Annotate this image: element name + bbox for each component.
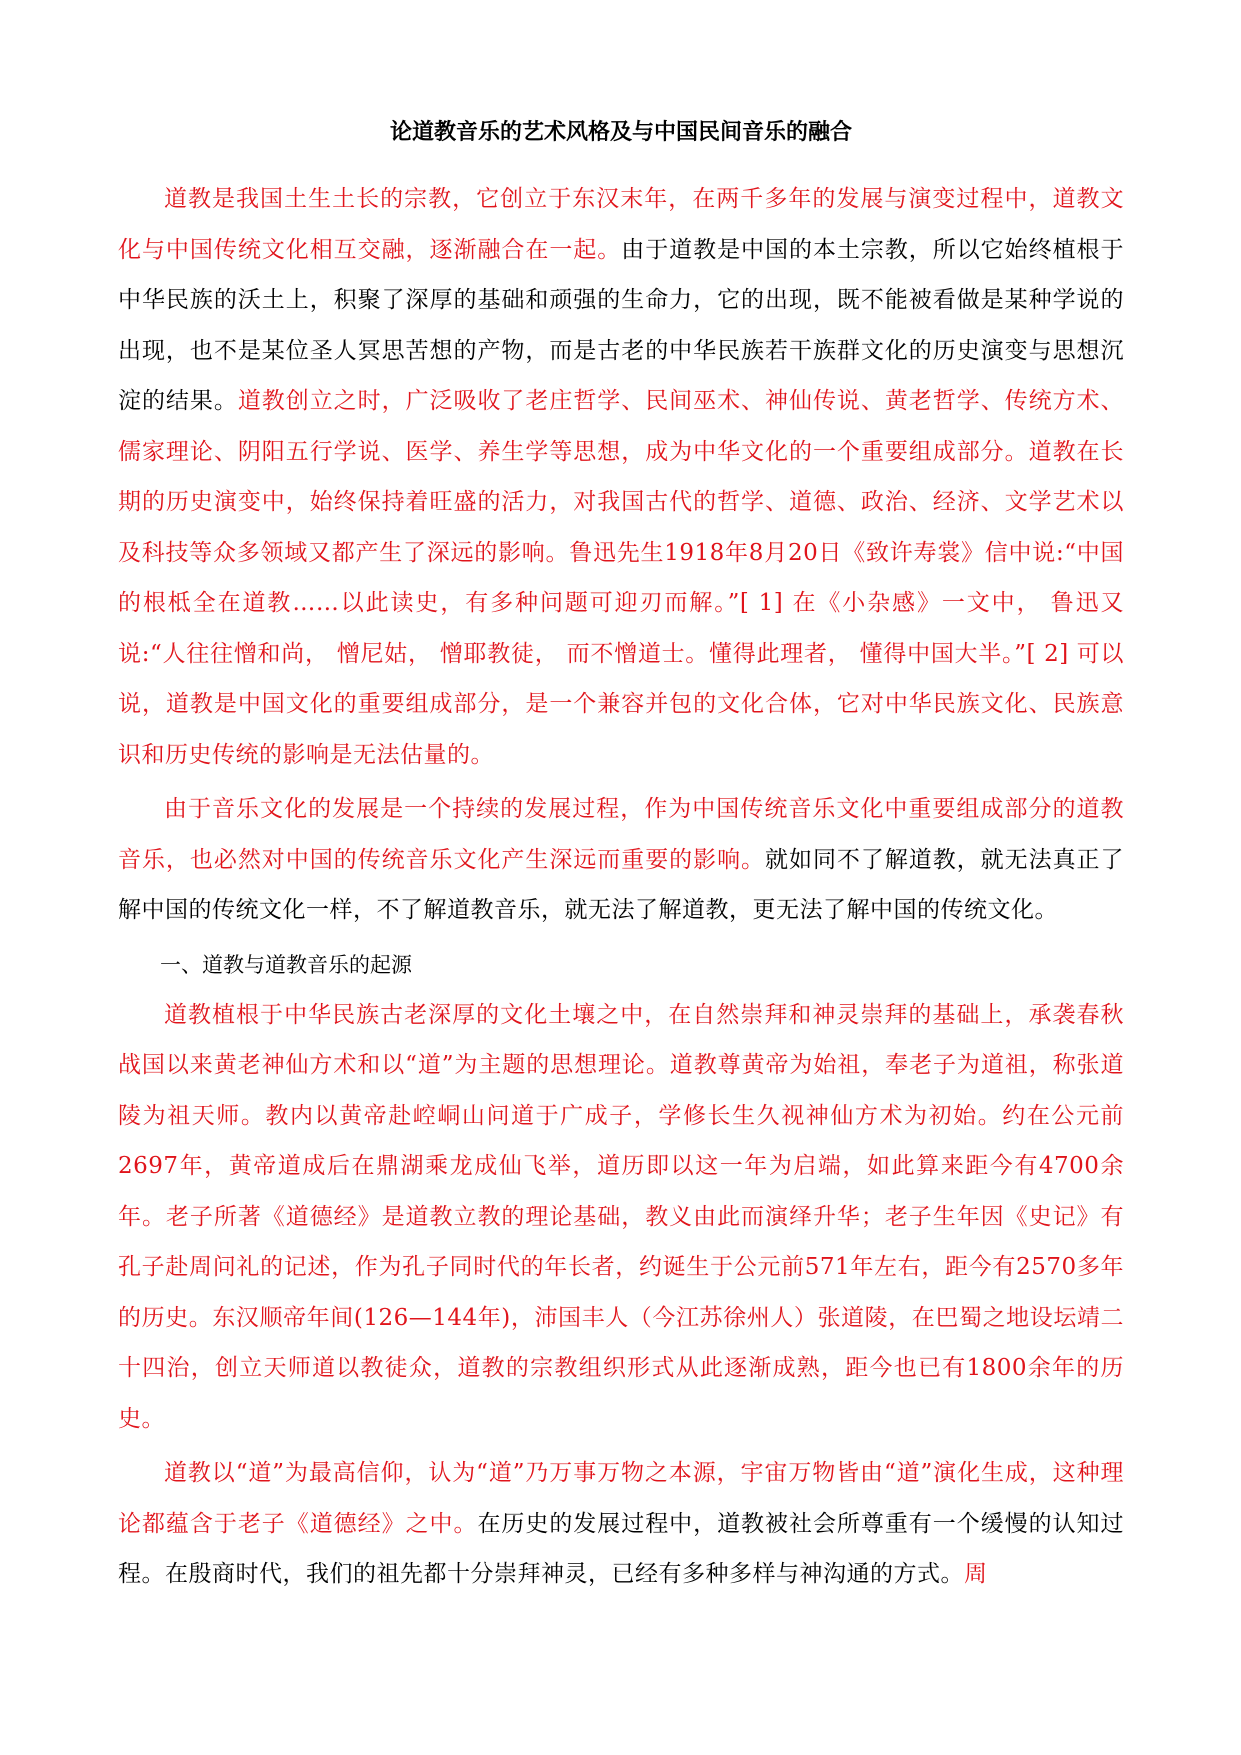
paragraph-2-segment-2: 就如同不了解道教，就无法真正了解中国的传统文化一样，不了解道教音乐，就无法了解道教，更无法了解中国的传统文化。 xyxy=(118,846,1125,923)
paragraph-4-segment-2: 在历史的发展过程中，道教被社会所尊重有一个缓慢的认知过程。在殷商时代，我们的祖先都十分崇拜神灵，已经有多种多样与神沟通的方式。 xyxy=(118,1510,1125,1587)
paragraph-4-segment-1: 道教以“道”为最高信仰，认为“道”乃万事万物之本源，宇宙万物皆由“道”演化生成，这种理论都蕴含于老子《道德经》之中。 xyxy=(118,1460,1124,1537)
paragraph-2 xyxy=(118,784,1124,936)
paragraph-1 xyxy=(118,174,1124,780)
section-heading: 一、道教与道教音乐的起源 xyxy=(160,952,412,977)
paragraph-1-segment-1: 道教是我国土生土长的宗教，它创立于东汉末年，在两千多年的发展与演变过程中，道教文化与中国传统文化相互交融，逐渐融合在一起。 xyxy=(118,186,1124,263)
document-title: 论道教音乐的艺术风格及与中国民间音乐的融合 xyxy=(389,119,852,145)
paragraph-4 xyxy=(118,1448,1124,1600)
paragraph-3 xyxy=(118,990,1124,1445)
paragraph-4-segment-3: 周 xyxy=(964,1561,988,1587)
document-page xyxy=(118,112,1124,1604)
paragraph-1-segment-3: 道教创立之时，广泛吸收了老庄哲学、民间巫术、神仙传说、黄老哲学、传统方术、儒家理论、阴阳五行学说、医学、养生学等思想，成为中华文化的一个重要组成部分。道教在长期的历史演变中，始终保持着旺盛的活力，对我国古代的哲学、道德、政治、经济、文学艺术以及科技等众多领域又都产生了深远的影响。鲁迅先生1918年8月20日《致许寿裳》信中说:“中国的根柢全在道教……以此读史，有多种问题可迎刃而解。”[ 1] 在《小杂感》一文中， 鲁迅又说:“人往往憎和尚， 憎尼姑， 憎耶教徒， 而不憎道士。懂得此理者， 懂得中国大半。”[ 2] 可以说，道教是中国文化的重要组成部分，是一个兼容并包的文化合体，它对中华民族文化、民族意识和历史传统的影响是无法估量的。 xyxy=(118,388,1125,768)
paragraph-3-segment-1: 道教植根于中华民族古老深厚的文化土壤之中，在自然崇拜和神灵崇拜的基础上，承袭春秋战国以来黄老神仙方术和以“道”为主题的思想理论。道教尊黄帝为始祖，奉老子为道祖，称张道陵为祖天师。教内以黄帝赴崆峒山问道于广成子，学修长生久视神仙方术为初始。约在公元前2697年，黄帝道成后在鼎湖乘龙成仙飞举，道历即以这一年为启端，如此算来距今有4700余年。老子所著《道德经》是道教立教的理论基础，教义由此而演绎升华；老子生年因《史记》有孔子赴周问礼的记述，作为孔子同时代的年长者，约诞生于公元前571年左右，距今有2570多年的历史。东汉顺帝年间(126—144年)，沛国丰人（今江苏徐州人）张道陵，在巴蜀之地设坛靖二十四治，创立天师道以教徒众，道教的宗教组织形式从此逐渐成熟，距今也已有1800余年的历史。 xyxy=(118,1001,1124,1432)
paragraph-1-segment-2: 由于道教是中国的本土宗教，所以它始终植根于中华民族的沃土上，积聚了深厚的基础和顽强的生命力，它的出现，既不能被看做是某种学说的出现，也不是某位圣人冥思苦想的产物，而是古老的中华民族若干族群文化的历史演变与思想沉淀的结果。 xyxy=(118,236,1125,414)
paragraph-2-segment-1: 由于音乐文化的发展是一个持续的发展过程，作为中国传统音乐文化中重要组成部分的道教音乐，也必然对中国的传统音乐文化产生深远而重要的影响。 xyxy=(118,796,1124,873)
